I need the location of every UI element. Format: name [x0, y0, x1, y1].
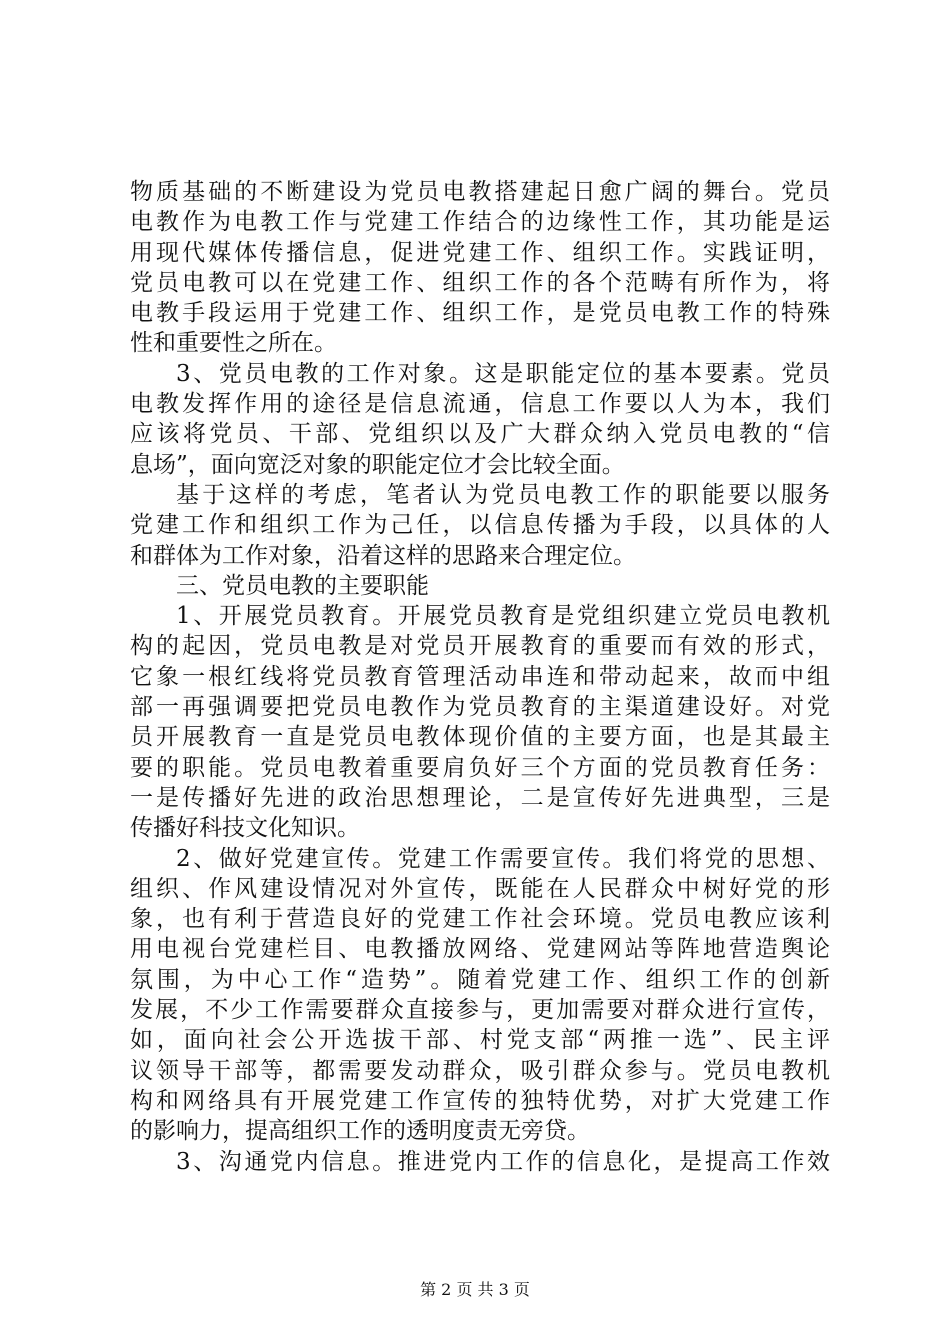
text-line: 象，也有利于营造良好的党建工作社会环境。党员电教应该利	[130, 906, 830, 933]
text-line: 应该将党员、干部、党组织以及广大群众纳入党员电教的“信	[130, 421, 830, 448]
page-footer: 第 2 页 共 3 页	[420, 1280, 530, 1299]
text-line: 基于这样的考虑，笔者认为党员电教工作的职能要以服务	[176, 481, 830, 508]
text-line: 电教作为电教工作与党建工作结合的边缘性工作，其功能是运	[130, 209, 830, 236]
text-line: 2、做好党建宣传。党建工作需要宣传。我们将党的思想、	[176, 845, 830, 872]
text-line: 电教发挥作用的途径是信息流通，信息工作要以人为本，我们	[130, 391, 830, 418]
text-line: 要的职能。党员电教着重要肩负好三个方面的党员教育任务：	[130, 754, 830, 781]
text-line: 议领导干部等，都需要发动群众，吸引群众参与。党员电教机	[130, 1057, 830, 1084]
text-line: 三、党员电教的主要职能	[176, 572, 429, 599]
text-line: 一是传播好先进的政治思想理论，二是宣传好先进典型，三是	[130, 784, 830, 811]
document-body	[130, 177, 830, 1177]
text-line: 构和网络具有开展党建工作宣传的独特优势，对扩大党建工作	[130, 1087, 830, 1114]
text-line: 1、开展党员教育。开展党员教育是党组织建立党员电教机	[176, 603, 830, 630]
text-line: 性和重要性之所在。	[130, 330, 337, 357]
text-line: 组织、作风建设情况对外宣传，既能在人民群众中树好党的形	[130, 875, 830, 902]
text-line: 息场”，面向宽泛对象的职能定位才会比较全面。	[130, 451, 625, 478]
text-line: 如，面向社会公开选拔干部、村党支部“两推一选”、民主评	[130, 1027, 830, 1054]
text-line: 它象一根红线将党员教育管理活动串连和带动起来，故而中组	[130, 663, 830, 690]
text-line: 氛围，为中心工作“造势”。随着党建工作、组织工作的创新	[130, 966, 830, 993]
text-line: 党员电教可以在党建工作、组织工作的各个范畴有所作为，将	[130, 269, 830, 296]
text-line: 部一再强调要把党员电教作为党员教育的主渠道建设好。对党	[130, 694, 830, 721]
text-line: 党建工作和组织工作为己任，以信息传播为手段，以具体的人	[130, 512, 830, 539]
text-line: 用电视台党建栏目、电教播放网络、党建网站等阵地营造舆论	[130, 936, 830, 963]
text-line: 和群体为工作对象，沿着这样的思路来合理定位。	[130, 542, 636, 569]
text-line: 的影响力，提高组织工作的透明度责无旁贷。	[130, 1118, 590, 1145]
text-line: 3、沟通党内信息。推进党内工作的信息化，是提高工作效	[176, 1148, 830, 1175]
text-line: 物质基础的不断建设为党员电教搭建起日愈广阔的舞台。党员	[130, 179, 830, 205]
text-line: 员开展教育一直是党员电教体现价值的主要方面，也是其最主	[130, 724, 830, 751]
text-line: 电教手段运用于党建工作、组织工作，是党员电教工作的特殊	[130, 300, 830, 327]
text-line: 3、党员电教的工作对象。这是职能定位的基本要素。党员	[176, 360, 830, 387]
text-line: 发展，不少工作需要群众直接参与，更加需要对群众进行宣传，	[130, 997, 830, 1024]
text-line: 传播好科技文化知识。	[130, 815, 360, 842]
text-line: 构的起因，党员电教是对党员开展教育的重要而有效的形式，	[130, 633, 830, 660]
text-line: 用现代媒体传播信息，促进党建工作、组织工作。实践证明，	[130, 239, 830, 266]
